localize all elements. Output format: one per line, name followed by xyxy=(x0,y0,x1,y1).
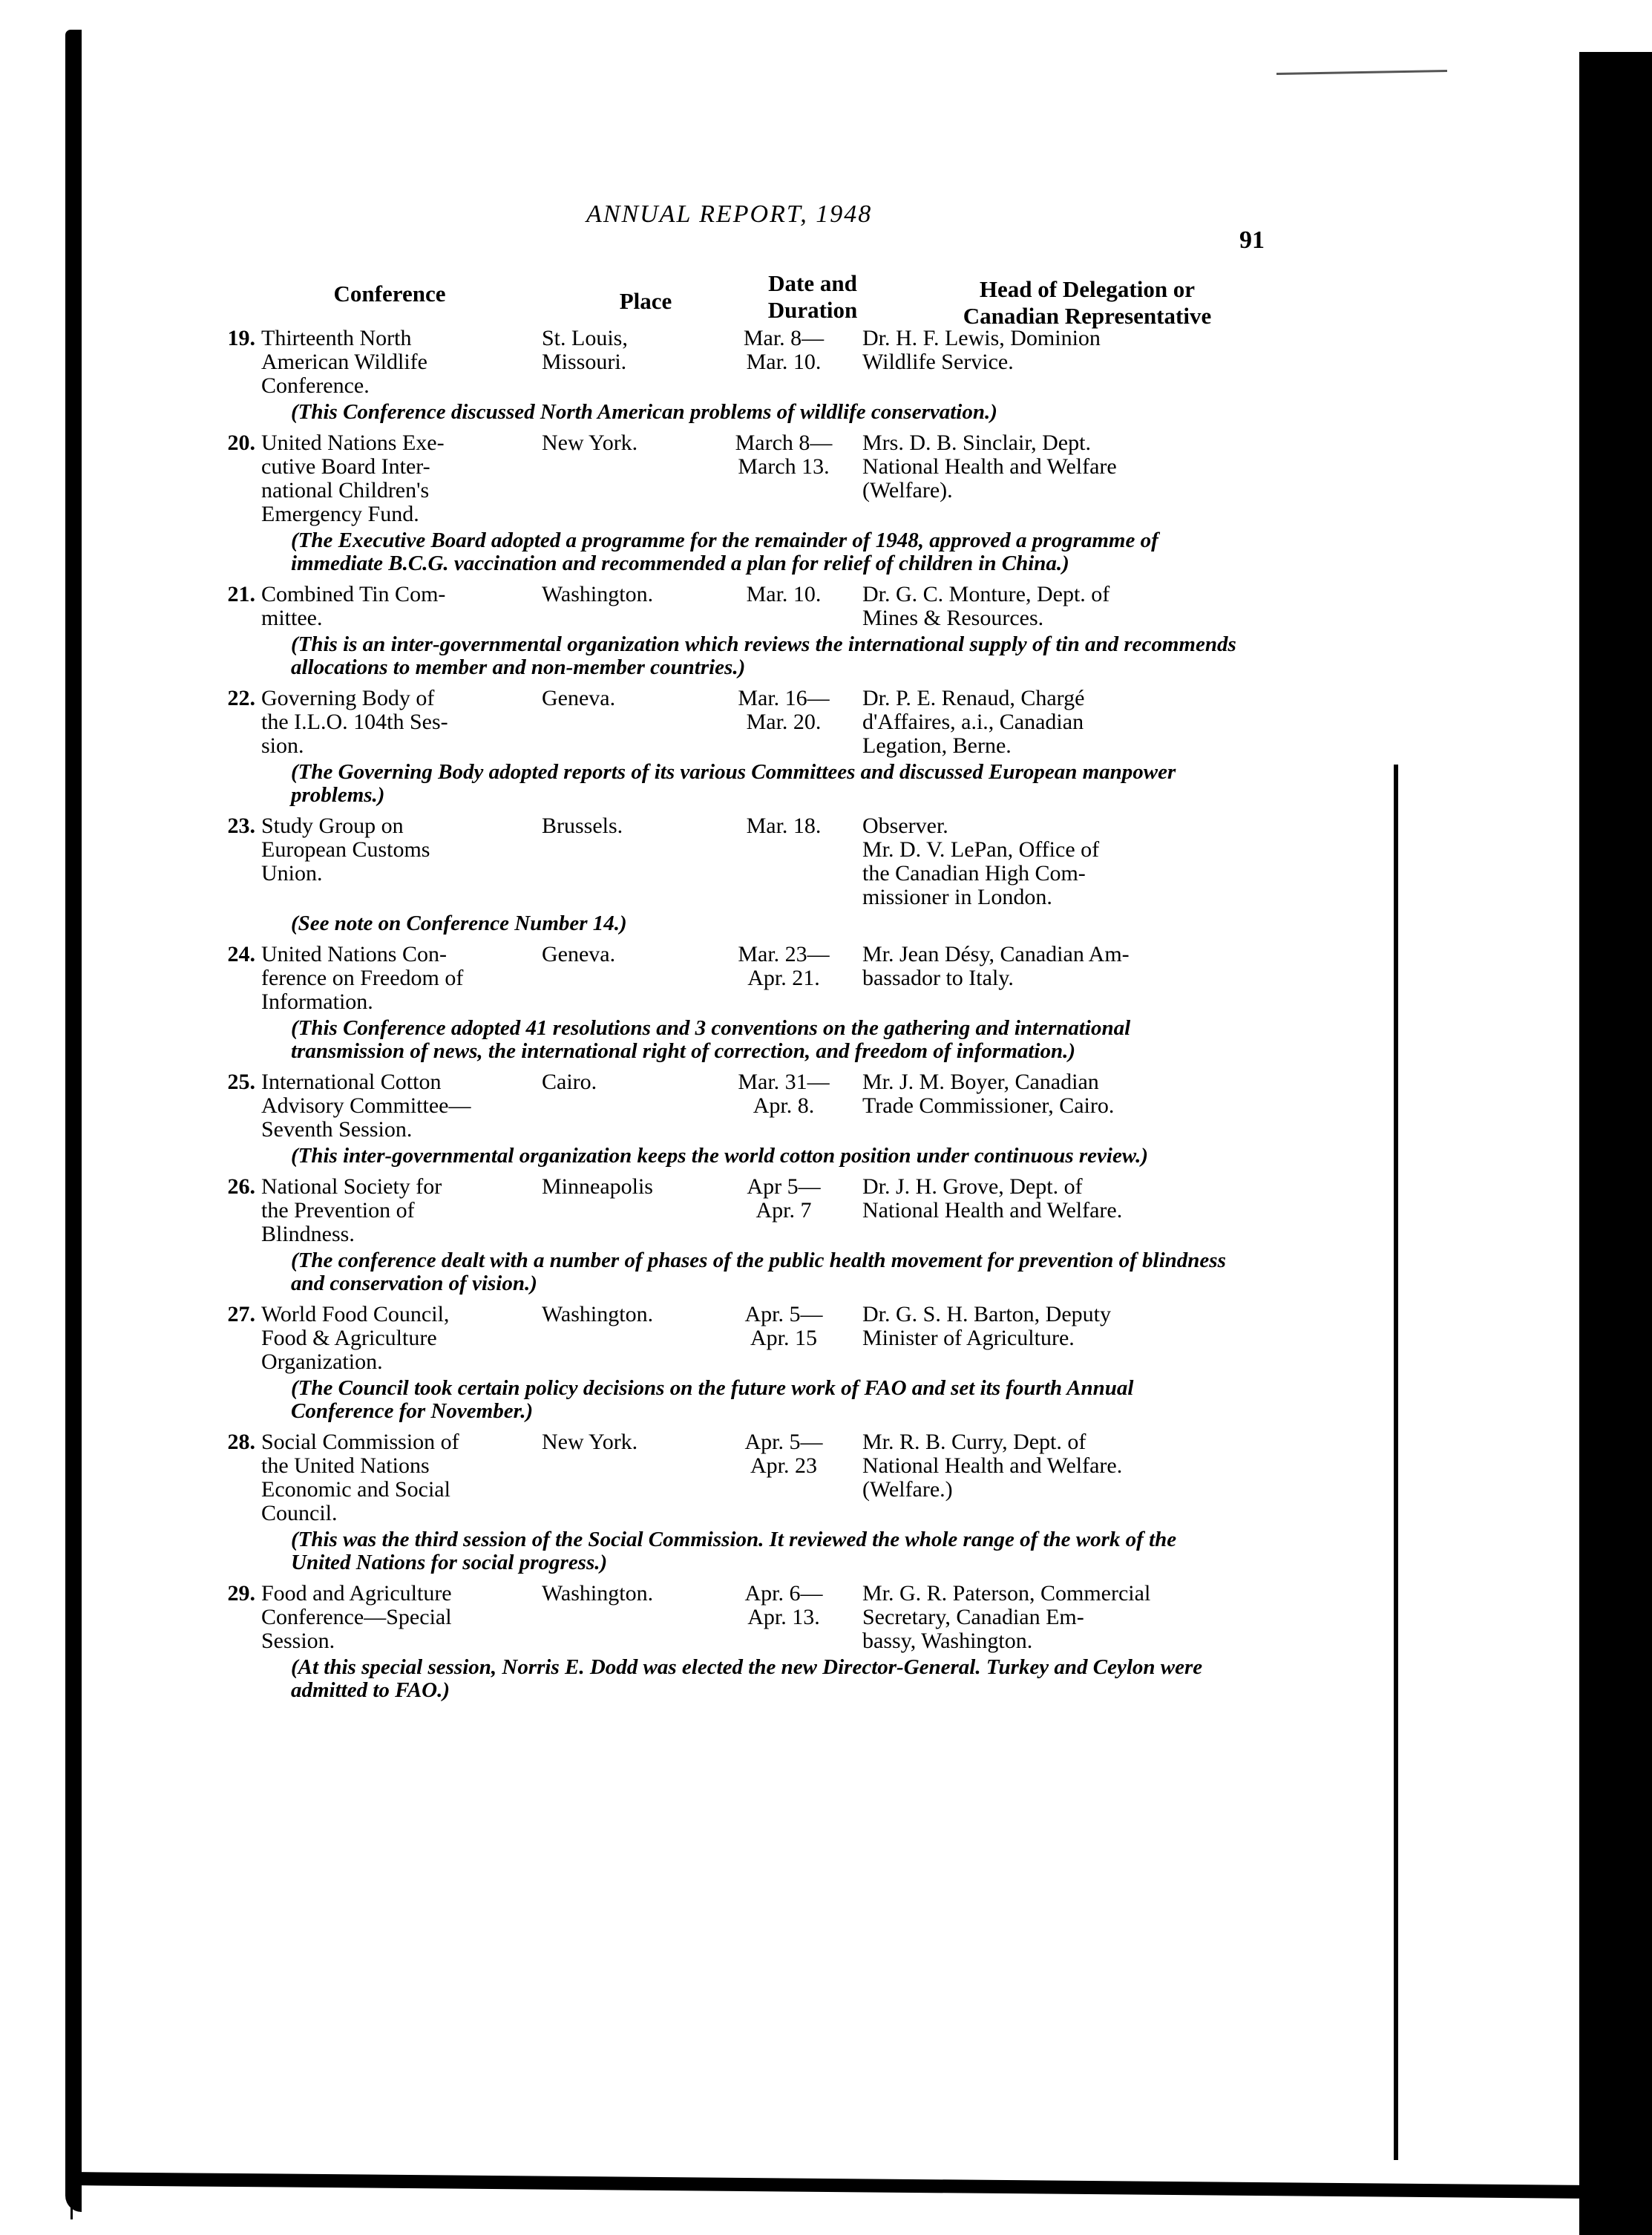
conference-entry xyxy=(208,943,1276,1063)
entry-note: (The Executive Board adopted a programme for the remainder of 1948, approved a programme of immediate B.C.G. vaccination and recommended a plan for relief of children in China.) xyxy=(291,529,1158,575)
entry-note: (See note on Conference Number 14.) xyxy=(291,912,627,935)
entry-conference: United Nations Con- ference on Freedom of Information. xyxy=(261,942,464,1014)
entry-place: Geneva. xyxy=(542,942,616,966)
entry-head-of-delegation: Observer. Mr. D. V. LePan, Office of the Canadian High Com- missioner in London. xyxy=(862,814,1100,909)
running-head: ANNUAL REPORT, 1948 xyxy=(586,200,873,228)
entry-conference: Governing Body of the I.L.O. 104th Ses- sion. xyxy=(261,686,448,758)
entry-number: 21. xyxy=(227,582,255,606)
entry-note: (The Council took certain policy decisions on the future work of FAO and set its fourth Annual Conference for November.) xyxy=(291,1376,1134,1423)
entry-head-of-delegation: Mrs. D. B. Sinclair, Dept. National Health and Welfare (Welfare). xyxy=(862,431,1117,503)
entry-head-of-delegation: Mr. Jean Désy, Canadian Am- bassador to Italy. xyxy=(862,942,1130,990)
conference-entry xyxy=(208,1582,1276,1702)
page-number: 91 xyxy=(1239,226,1265,254)
entry-number: 25. xyxy=(227,1070,255,1094)
entry-conference: Thirteenth North American Wildlife Conference. xyxy=(261,326,427,398)
entry-date: Mar. 23— Apr. 21. xyxy=(738,942,830,990)
entry-note: (At this special session, Norris E. Dodd was elected the new Director-General. Turkey and Ceylon were admitted to FAO.) xyxy=(291,1655,1203,1702)
column-header-place: Place xyxy=(619,288,672,314)
entry-date: Apr 5— Apr. 7 xyxy=(747,1174,821,1223)
entry-date: March 8— March 13. xyxy=(735,431,833,479)
conference-list xyxy=(208,327,1276,1709)
entry-head-of-delegation: Mr. J. M. Boyer, Canadian Trade Commissioner, Cairo. xyxy=(862,1070,1115,1118)
entry-number: 22. xyxy=(227,686,255,710)
entry-place: New York. xyxy=(542,431,638,455)
entry-date: Mar. 31— Apr. 8. xyxy=(738,1070,830,1118)
entry-note: (The Governing Body adopted reports of its various Committees and discussed European manpower problems.) xyxy=(291,760,1176,807)
entry-conference: Food and Agriculture Conference—Special Session. xyxy=(261,1581,452,1653)
entry-head-of-delegation: Dr. P. E. Renaud, Chargé d'Affaires, a.i., Canadian Legation, Berne. xyxy=(862,686,1085,758)
conference-entry xyxy=(208,687,1276,807)
entry-place: Brussels. xyxy=(542,814,623,838)
entry-head-of-delegation: Dr. G. C. Monture, Dept. of Mines & Resources. xyxy=(862,582,1110,630)
entry-conference: International Cotton Advisory Committee— Seventh Session. xyxy=(261,1070,471,1142)
entry-note: (This was the third session of the Social Commission. It reviewed the whole range of the work of the United Nations for social progress.) xyxy=(291,1528,1177,1574)
entry-place: New York. xyxy=(542,1430,638,1454)
entry-number: 26. xyxy=(227,1174,255,1199)
entry-number: 24. xyxy=(227,942,255,966)
entry-conference: United Nations Exe- cutive Board Inter- national Children's Emergency Fund. xyxy=(261,431,445,526)
entry-number: 20. xyxy=(227,431,255,455)
column-header-date: Date and Duration xyxy=(767,270,858,323)
conference-entry xyxy=(208,327,1276,424)
entry-place: St. Louis, Missouri. xyxy=(542,326,628,374)
conference-entry xyxy=(208,1303,1276,1423)
conference-entry xyxy=(208,1430,1276,1574)
entry-date: Apr. 5— Apr. 23 xyxy=(744,1430,823,1478)
entry-note: (This inter-governmental organization keeps the world cotton position under continuous review.) xyxy=(291,1144,1149,1168)
column-header-conference: Conference xyxy=(333,281,446,307)
entry-conference: Social Commission of the United Nations Economic and Social Council. xyxy=(261,1430,459,1525)
entry-conference: World Food Council, Food & Agriculture Organization. xyxy=(261,1302,450,1374)
entry-number: 29. xyxy=(227,1581,255,1606)
conference-entry xyxy=(208,1070,1276,1168)
entry-head-of-delegation: Mr. R. B. Curry, Dept. of National Health and Welfare. (Welfare.) xyxy=(862,1430,1123,1502)
conference-entry xyxy=(208,431,1276,575)
entry-place: Geneva. xyxy=(542,686,616,710)
entry-date: Mar. 16— Mar. 20. xyxy=(738,686,830,734)
entry-place: Washington. xyxy=(542,1581,654,1606)
entry-note: (This Conference adopted 41 resolutions and 3 conventions on the gathering and international transmission of news, the international right of correction, and freedom of information.) xyxy=(291,1016,1131,1063)
entry-note: (This is an inter-governmental organization which reviews the international supply of tin and recommends allocations to member and non-member countries.) xyxy=(291,632,1236,679)
entry-place: Washington. xyxy=(542,1302,654,1326)
entry-date: Apr. 5— Apr. 15 xyxy=(744,1302,823,1350)
entry-conference: Study Group on European Customs Union. xyxy=(261,814,430,886)
entry-number: 19. xyxy=(227,326,255,350)
entry-date: Apr. 6— Apr. 13. xyxy=(744,1581,823,1629)
entry-head-of-delegation: Mr. G. R. Paterson, Commercial Secretary, Canadian Em- bassy, Washington. xyxy=(862,1581,1151,1653)
entry-conference: Combined Tin Com- mittee. xyxy=(261,582,446,630)
entry-date: Mar. 10. xyxy=(746,582,822,606)
entry-number: 23. xyxy=(227,814,255,838)
entry-date: Mar. 8— Mar. 10. xyxy=(743,326,825,374)
entry-head-of-delegation: Dr. H. F. Lewis, Dominion Wildlife Service. xyxy=(862,326,1101,374)
conference-entry xyxy=(208,583,1276,679)
conference-entry xyxy=(208,814,1276,935)
entry-note: (The conference dealt with a number of phases of the public health movement for prevention of blindness and conservation of vision.) xyxy=(291,1249,1226,1295)
conference-entry xyxy=(208,1175,1276,1295)
entry-place: Minneapolis xyxy=(542,1174,653,1199)
entry-head-of-delegation: Dr. G. S. H. Barton, Deputy Minister of Agriculture. xyxy=(862,1302,1111,1350)
entry-date: Mar. 18. xyxy=(746,814,822,838)
entry-note: (This Conference discussed North American problems of wildlife conservation.) xyxy=(291,400,997,424)
entry-place: Washington. xyxy=(542,582,654,606)
entry-number: 28. xyxy=(227,1430,255,1454)
entry-head-of-delegation: Dr. J. H. Grove, Dept. of National Health and Welfare. xyxy=(862,1174,1123,1223)
column-header-head-of-delegation: Head of Delegation or Canadian Representative xyxy=(963,276,1212,329)
entry-number: 27. xyxy=(227,1302,255,1326)
entry-place: Cairo. xyxy=(542,1070,597,1094)
entry-conference: National Society for the Prevention of Blindness. xyxy=(261,1174,442,1246)
